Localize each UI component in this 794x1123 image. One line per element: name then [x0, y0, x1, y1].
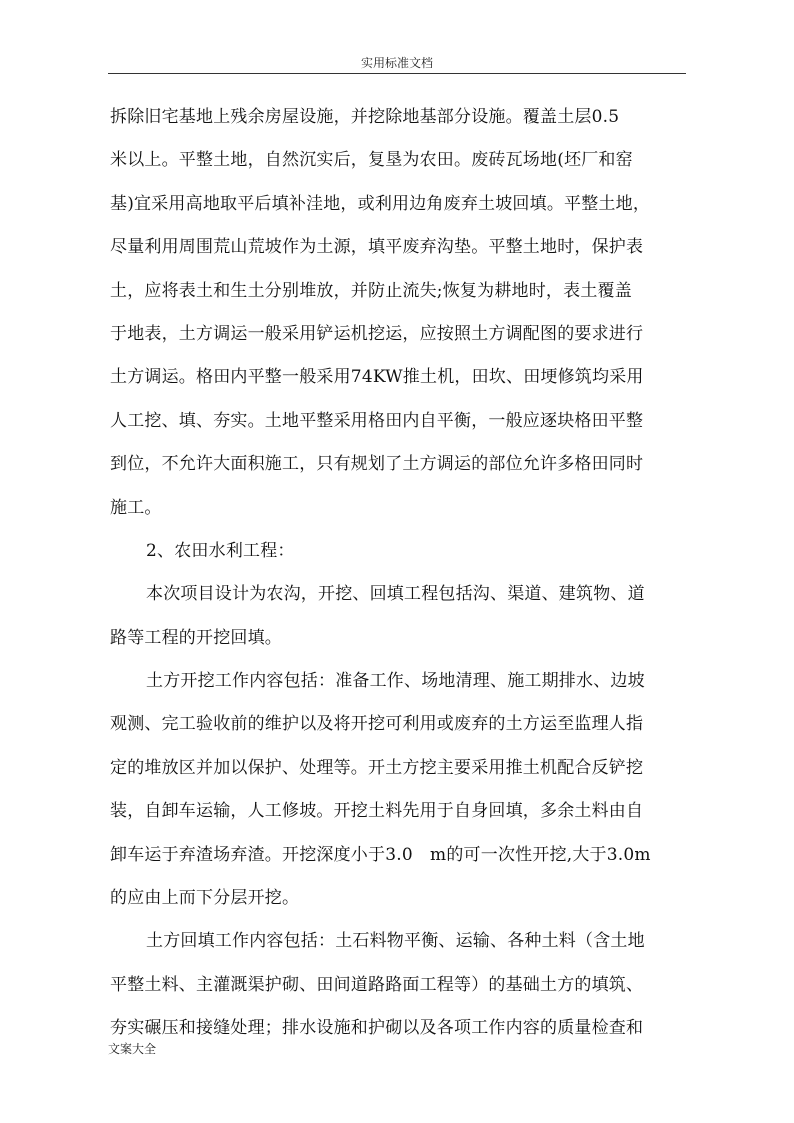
- text-line: 土方回填工作内容包括：土石料物平衡、运输、各种土料（含土地: [146, 931, 645, 952]
- header-divider: [108, 73, 686, 74]
- text-line: 人工挖、填、夯实。土地平整采用格田内自平衡，一般应逐块格田平整: [110, 410, 644, 431]
- text-line: 到位，不允许大面积施工，只有规划了土方调运的部位允许多格田同时: [110, 454, 644, 475]
- text-line: 尽量利用周围荒山荒坡作为土源，填平废弃沟垫。平整土地时，保护表: [110, 237, 644, 258]
- text-line: 装，自卸车运输，人工修坡。开挖土料先用于自身回填，多余土料由自: [110, 801, 644, 822]
- page-header-title: 实用标准文档: [360, 56, 433, 70]
- text-line: 路等工程的开挖回填。: [110, 627, 282, 648]
- text-line: 土方开挖工作内容包括：准备工作、场地清理、施工期排水、边坡: [146, 671, 645, 692]
- text-line: 拆除旧宅基地上残余房屋设施，并挖除地基部分设施。覆盖土层0.5: [110, 107, 620, 127]
- text-line: 施工。: [110, 497, 162, 518]
- text-line: 土方调运。格田内平整一般采用74KW推土机，田坎、田埂修筑均采用: [110, 367, 644, 388]
- text-line: 于地表，土方调运一般采用铲运机挖运，应按照土方调配图的要求进行: [110, 323, 644, 344]
- text-line: 定的堆放区并加以保护、处理等。开土方挖主要采用推土机配合反铲挖: [110, 757, 644, 778]
- text-line: 卸车运于弃渣场弃渣。开挖深度小于3.0 m的可一次性开挖,大于3.0m: [110, 844, 651, 865]
- text-line: 本次项目设计为农沟，开挖、回填工程包括沟、渠道、建筑物、道: [146, 584, 645, 605]
- page-footer-text: 文案大全: [108, 1042, 157, 1056]
- text-line: 基)宜采用高地取平后填补洼地，或利用边角废弃土坡回填。平整土地，: [110, 193, 651, 214]
- text-line: 土，应将表土和生土分别堆放，并防止流失;恢复为耕地时，表土覆盖: [110, 280, 632, 301]
- text-line: 米以上。平整土地，自然沉实后，复垦为农田。废砖瓦场地(坯厂和窑: [110, 150, 633, 171]
- text-line: 夯实碾压和接缝处理；排水设施和护砌以及各项工作内容的质量检查和: [110, 1018, 644, 1039]
- document-body: [110, 96, 710, 1051]
- section-heading: 2、农田水利工程：: [146, 540, 295, 561]
- text-line: 平整土料、主灌溉渠护砌、田间道路路面工程等）的基础土方的填筑、: [110, 974, 644, 995]
- text-line: 观测、完工验收前的维护以及将开挖可利用或废弃的土方运至监理人指: [110, 714, 644, 735]
- text-line: 的应由上而下分层开挖。: [110, 888, 300, 909]
